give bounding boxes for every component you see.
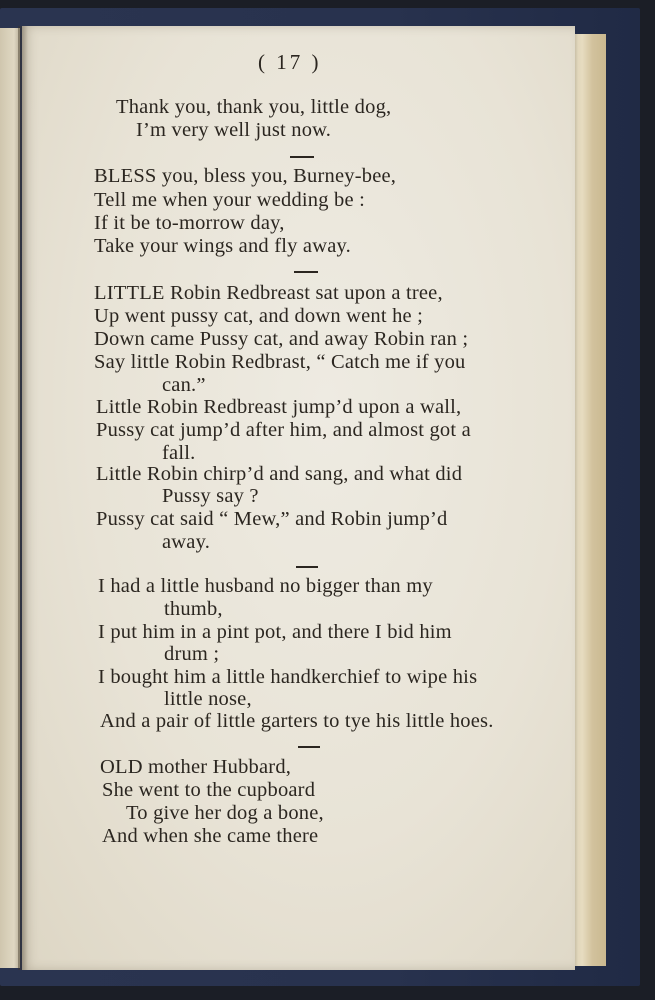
verse-line: I had a little husband no bigger than my: [98, 575, 433, 597]
verse-line: Little Robin Redbreast jump’d upon a wall,: [96, 396, 462, 418]
verse-line: Little Robin chirp’d and sang, and what did: [96, 463, 463, 485]
verse-line: To give her dog a bone,: [126, 802, 324, 824]
verse-line: little nose,: [164, 688, 252, 710]
section-rule: [298, 746, 320, 748]
verse-line: Pussy say ?: [162, 485, 259, 507]
verse-line: Tell me when your wedding be :: [94, 189, 365, 211]
verse-line: If it be to-morrow day,: [94, 212, 285, 234]
verse-line: And a pair of little garters to tye his little hoes.: [100, 710, 494, 732]
verse-line: thumb,: [164, 598, 223, 620]
verse-line: Say little Robin Redbrast, “ Catch me if you: [94, 351, 466, 373]
section-rule: [290, 156, 314, 158]
verse-line: Down came Pussy cat, and away Robin ran ;: [94, 328, 469, 350]
verse-line: fall.: [162, 442, 196, 464]
verse-line: Take your wings and fly away.: [94, 235, 351, 257]
verse-line: drum ;: [164, 643, 220, 665]
verse-line: I’m very well just now.: [136, 119, 332, 141]
page-number: ( 17 ): [258, 50, 322, 74]
verse-line: BLESS you, bless you, Burney-bee,: [94, 165, 397, 187]
verse-line: Thank you, thank you, little dog,: [116, 96, 392, 118]
verse-line: OLD mother Hubbard,: [100, 756, 292, 778]
verse-line: I bought him a little handkerchief to wipe his: [98, 666, 478, 688]
section-rule: [296, 566, 318, 568]
verse-line: Up went pussy cat, and down went he ;: [94, 305, 424, 327]
verse-line: Pussy cat jump’d after him, and almost got a: [96, 419, 471, 441]
verse-line: Pussy cat said “ Mew,” and Robin jump’d: [96, 508, 448, 530]
verse-line: And when she came there: [102, 825, 319, 847]
section-rule: [294, 271, 318, 273]
verse-line: I put him in a pint pot, and there I bid him: [98, 621, 452, 643]
verse-line: LITTLE Robin Redbreast sat upon a tree,: [94, 282, 443, 304]
verse-line: She went to the cupboard: [102, 779, 316, 801]
verse-line: can.”: [162, 374, 206, 396]
verse-line: away.: [162, 531, 211, 553]
